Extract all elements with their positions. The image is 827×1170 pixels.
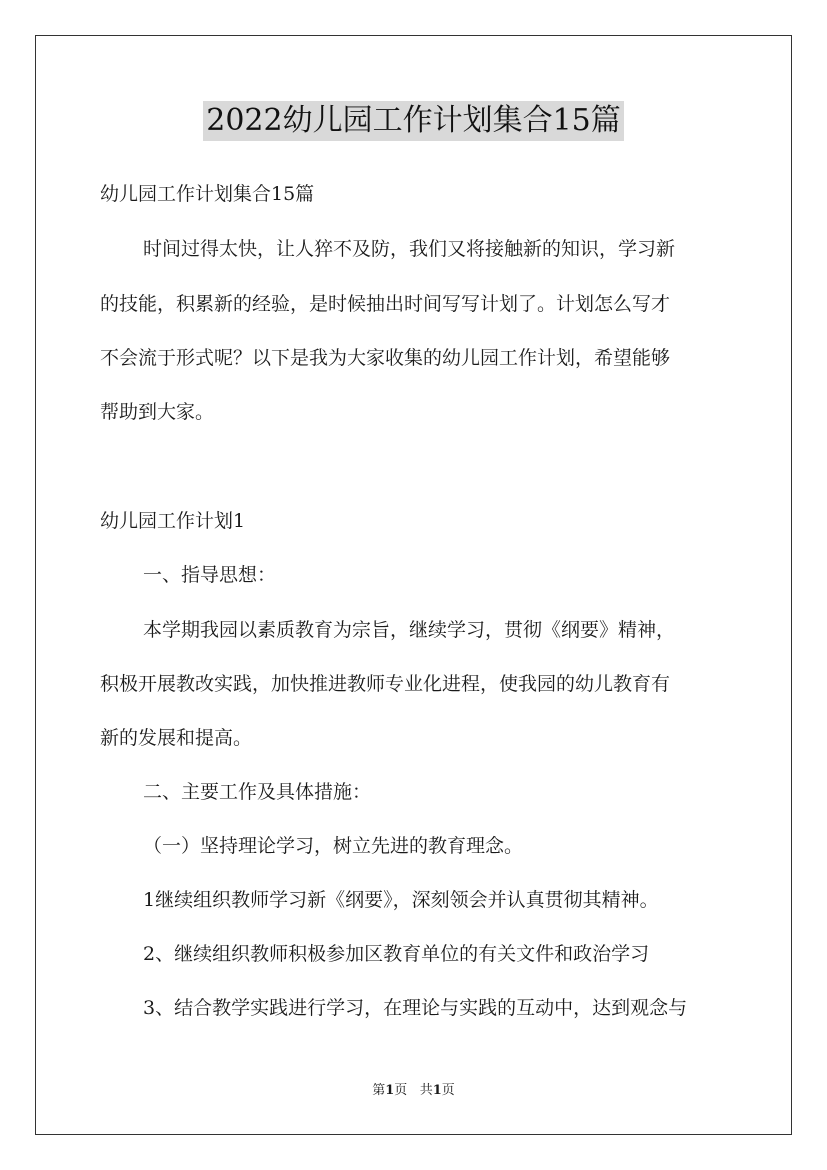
page-total-number: 1 <box>432 1083 442 1098</box>
list-item: 1继续组织教师学习新《纲要》，深刻领会并认真贯彻其精神。 <box>143 889 659 911</box>
paragraph-line: 积极开展教改实践，加快推进教师专业化进程，使我园的幼儿教育有 <box>100 673 671 695</box>
paragraph-line: 帮助到大家。 <box>100 401 215 423</box>
title-container <box>0 101 827 141</box>
section-heading: 幼儿园工作计划1 <box>100 510 246 532</box>
page-prefix: 第 <box>372 1083 386 1098</box>
list-item: （一）坚持理论学习，树立先进的教育理念。 <box>143 835 524 857</box>
page-current-number: 1 <box>385 1083 395 1098</box>
paragraph-line: 不会流于形式呢？以下是我为大家收集的幼儿园工作计划，希望能够 <box>100 347 671 369</box>
page-footer <box>0 1083 827 1099</box>
paragraph-line: 时间过得太快，让人猝不及防，我们又将接触新的知识，学习新 <box>143 238 676 260</box>
subsection-heading: 二、主要工作及具体措施： <box>143 781 372 803</box>
paragraph-line: 的技能，积累新的经验，是时候抽出时间写写计划了。计划怎么写才 <box>100 293 671 315</box>
list-item: 3、结合教学实践进行学习，在理论与实践的互动中，达到观念与 <box>143 997 688 1019</box>
page-suffix: 页 <box>394 1083 408 1098</box>
total-suffix: 页 <box>441 1083 455 1098</box>
list-item: 2、继续组织教师积极参加区教育单位的有关文件和政治学习 <box>143 943 650 965</box>
subtitle-line: 幼儿园工作计划集合15篇 <box>100 183 315 205</box>
paragraph-line: 新的发展和提高。 <box>100 727 253 749</box>
paragraph-line: 本学期我园以素质教育为宗旨，继续学习，贯彻《纲要》精神， <box>143 619 676 641</box>
document-title: 2022幼儿园工作计划集合15篇 <box>203 101 624 141</box>
subsection-heading: 一、指导思想： <box>143 564 277 586</box>
total-prefix: 共 <box>419 1083 433 1098</box>
